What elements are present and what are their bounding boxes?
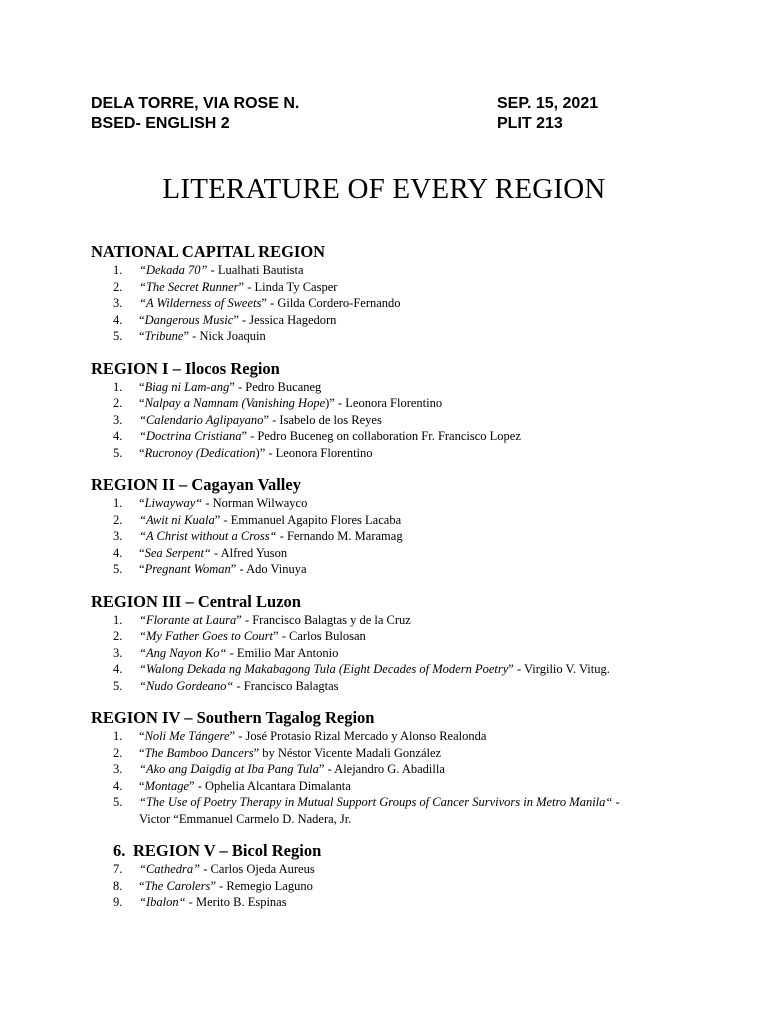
quote-open: “ — [139, 379, 145, 394]
work-title: “Walong Dekada ng Makabagong Tula (Eight Decades of Modern Poetry — [139, 662, 509, 676]
author-text: - Emmanuel Agapito Flores Lacaba — [220, 512, 402, 527]
quote-close: ” — [230, 562, 237, 576]
region-heading: REGION I – Ilocos Region — [91, 358, 280, 378]
item-number: 5. — [113, 795, 123, 809]
document-date: SEP. 15, 2021 — [497, 95, 599, 112]
list-item — [91, 312, 731, 329]
item-number: 1. — [113, 263, 123, 277]
item-number: 3. — [113, 412, 123, 427]
work-title: “Cathedra” — [139, 862, 201, 876]
author-text: - Isabelo de los Reyes — [269, 412, 382, 427]
list-item — [91, 761, 731, 778]
item-number: 4. — [113, 545, 123, 560]
quote-close: )” — [325, 396, 335, 410]
heading-text: REGION V – Bicol Region — [133, 841, 322, 860]
item-number: 5. — [113, 329, 123, 343]
item-number: 4. — [113, 662, 123, 676]
list-item — [91, 395, 731, 412]
item-number: 1. — [113, 729, 123, 743]
region-section — [91, 242, 731, 345]
work-title: Liwayway“ — [144, 496, 203, 510]
quote-close: ” — [183, 329, 190, 343]
works-list — [91, 612, 731, 695]
item-number: 9. — [113, 895, 123, 909]
author-text: - Fernando M. Maramag — [276, 529, 403, 543]
list-item — [91, 612, 731, 629]
quote-open: “ — [139, 729, 145, 743]
works-list — [91, 379, 731, 462]
author-text: - Pedro Bucaneg — [234, 379, 322, 394]
author-text: - Linda Ty Casper — [244, 279, 338, 294]
header-left — [91, 94, 299, 134]
work-title: Tribune — [144, 329, 184, 343]
quote-close: ” — [273, 629, 279, 643]
list-item — [91, 778, 731, 795]
region-heading: REGION IV – Southern Tagalog Region — [91, 708, 375, 727]
item-number: 3. — [113, 762, 123, 776]
subject-code: PLIT 213 — [497, 115, 563, 132]
work-title: Sea Serpent“ — [144, 545, 211, 560]
work-title: The Carolers — [144, 878, 211, 893]
work-title: “A Wilderness of Sweets — [139, 296, 262, 310]
list-item — [91, 728, 731, 745]
list-item — [91, 279, 731, 296]
quote-open: “ — [139, 778, 145, 793]
item-number: 3. — [113, 529, 123, 543]
item-number: 2. — [113, 279, 123, 294]
quote-close: ” — [318, 762, 325, 776]
works-list — [91, 728, 731, 827]
heading-number: 6. — [113, 841, 126, 860]
list-item — [91, 295, 731, 312]
works-list — [91, 495, 731, 578]
list-item — [91, 561, 731, 578]
list-item — [91, 745, 731, 762]
item-number: 5. — [113, 445, 123, 460]
quote-close: ” — [508, 662, 514, 676]
item-number: 2. — [113, 396, 123, 410]
list-item — [91, 379, 731, 396]
list-item — [91, 428, 731, 445]
list-item — [91, 328, 731, 345]
quote-close: )” — [255, 445, 266, 460]
work-title: Rucronoy (Dedication — [144, 445, 256, 460]
quote-open: “ — [139, 396, 145, 410]
quote-open: “ — [139, 329, 145, 343]
work-title: Nalpay a Namnam (Vanishing Hope — [144, 396, 326, 410]
quote-close: ” — [229, 729, 236, 743]
item-number: 1. — [113, 496, 123, 510]
work-title: Biag ni Lam-ang — [144, 379, 230, 394]
regions-list — [91, 242, 731, 925]
list-item — [91, 661, 731, 678]
author-text: - Ado Vinuya — [236, 562, 307, 576]
author-text: - Alfred Yuson — [210, 545, 288, 560]
author-text: - Carlos Bulosan — [278, 629, 366, 643]
quote-open: “ — [139, 445, 145, 460]
student-name: DELA TORRE, VIA ROSE N. — [91, 95, 300, 112]
quote-close: ” — [241, 429, 248, 443]
quote-open: “ — [139, 562, 145, 576]
work-title: “A Christ without a Cross“ — [139, 529, 277, 543]
item-number: 5. — [113, 678, 123, 693]
quote-close: ” — [229, 379, 235, 394]
author-text: - Leonora Florentino — [265, 445, 373, 460]
work-title: “Ako ang Daigdig at Iba Pang Tula — [139, 762, 319, 776]
region-section — [91, 708, 731, 827]
quote-close: ” — [253, 745, 260, 760]
item-number: 8. — [113, 878, 123, 893]
work-title: “Ang Nayon Ko“ — [139, 645, 227, 660]
work-title: Pregnant Woman — [144, 562, 231, 576]
quote-close: ” — [236, 612, 242, 627]
author-text: - Ophelia Alcantara Dimalanta — [194, 778, 351, 793]
quote-close: ” — [214, 512, 221, 527]
list-item — [91, 545, 731, 562]
author-text: - — [612, 795, 620, 809]
quote-close: ” — [233, 312, 239, 327]
author-text: - Jessica Hagedorn — [238, 312, 337, 327]
list-item — [91, 528, 731, 545]
work-title: Dangerous Music — [144, 312, 234, 327]
author-text: - Lualhati Bautista — [207, 263, 304, 277]
author-text: - Francisco Balagtas y de la Cruz — [241, 612, 411, 627]
item-number: 2. — [113, 629, 123, 643]
item-number: 4. — [113, 429, 123, 443]
quote-open: “ — [139, 545, 145, 560]
region-heading: REGION II – Cagayan Valley — [91, 475, 301, 494]
region-section — [91, 359, 731, 462]
region-section — [91, 592, 731, 695]
works-list — [91, 861, 731, 911]
quote-close: ” — [210, 878, 216, 893]
list-item — [91, 628, 731, 645]
author-text: - Francisco Balagtas — [233, 678, 339, 693]
list-item — [91, 678, 731, 695]
quote-close: ” — [238, 279, 245, 294]
item-number: 1. — [113, 379, 123, 394]
quote-close: ” — [261, 296, 267, 310]
list-item — [91, 894, 731, 911]
list-item — [91, 794, 731, 827]
quote-open: “ — [139, 496, 145, 510]
quote-close: ” — [263, 412, 269, 427]
region-heading: NATIONAL CAPITAL REGION — [91, 242, 326, 261]
student-course: BSED- ENGLISH 2 — [91, 115, 230, 132]
work-title: “Calendario Aglipayano — [139, 412, 264, 427]
work-title: “Nudo Gordeano“ — [139, 678, 234, 693]
author-text-continued: Victor “Emmanuel Carmelo D. Nadera, Jr. — [139, 811, 352, 826]
author-text: by Néstor Vicente Madali González — [259, 745, 442, 760]
item-number: 2. — [113, 745, 123, 760]
item-number: 4. — [113, 778, 123, 793]
item-number: 7. — [113, 862, 123, 876]
item-number: 2. — [113, 512, 123, 527]
list-item — [91, 645, 731, 662]
author-text: - Emilio Mar Antonio — [226, 645, 339, 660]
author-text: - Carlos Ojeda Aureus — [200, 862, 315, 876]
works-list — [91, 262, 731, 345]
item-number: 1. — [113, 612, 123, 627]
header-right — [497, 94, 598, 134]
work-title: “The Use of Poetry Therapy in Mutual Support Groups of Cancer Survivors in Metro Manila“ — [139, 795, 613, 809]
list-item — [91, 512, 731, 529]
work-title: The Bamboo Dancers — [144, 745, 254, 760]
work-title: “Awit ni Kuala — [139, 512, 215, 527]
item-number: 3. — [113, 645, 123, 660]
item-number: 4. — [113, 312, 123, 327]
region-section — [91, 475, 731, 578]
author-text: - Nick Joaquin — [189, 329, 266, 343]
author-text: - José Protasio Rizal Mercado y Alonso Realonda — [235, 729, 487, 743]
list-item — [91, 878, 731, 895]
author-text: - Remegio Laguno — [216, 878, 313, 893]
region-heading — [91, 841, 731, 861]
work-title: “The Secret Runner — [139, 279, 239, 294]
work-title: “Florante at Laura — [139, 612, 237, 627]
item-number: 3. — [113, 296, 123, 310]
list-item — [91, 495, 731, 512]
quote-open: “ — [139, 878, 145, 893]
author-text: - Pedro Buceneg on collaboration Fr. Francisco Lopez — [247, 429, 521, 443]
author-text: - Leonora Florentino — [334, 396, 443, 410]
quote-open: “ — [139, 312, 145, 327]
list-item — [91, 861, 731, 878]
work-title: “Dekada 70” — [139, 263, 208, 277]
author-text: - Gilda Cordero-Fernando — [266, 296, 401, 310]
item-number: 5. — [113, 562, 123, 576]
work-title: Noli Me Tángere — [144, 729, 230, 743]
work-title: Montage — [144, 778, 189, 793]
author-text: - Norman Wilwayco — [202, 496, 308, 510]
author-text: - Alejandro G. Abadilla — [324, 762, 445, 776]
list-item — [91, 412, 731, 429]
author-text: - Merito B. Espinas — [185, 895, 287, 909]
region-section — [91, 841, 731, 911]
quote-open: “ — [139, 745, 145, 760]
work-title: “Ibalon“ — [139, 895, 186, 909]
page-title: LITERATURE OF EVERY REGION — [162, 173, 606, 205]
region-heading: REGION III – Central Luzon — [91, 591, 301, 611]
author-text: - Virgilio V. Vitug. — [513, 662, 610, 676]
work-title: “My Father Goes to Court — [139, 629, 274, 643]
list-item — [91, 262, 731, 279]
work-title: “Doctrina Cristiana — [139, 429, 242, 443]
list-item — [91, 445, 731, 462]
quote-close: ” — [189, 778, 195, 793]
